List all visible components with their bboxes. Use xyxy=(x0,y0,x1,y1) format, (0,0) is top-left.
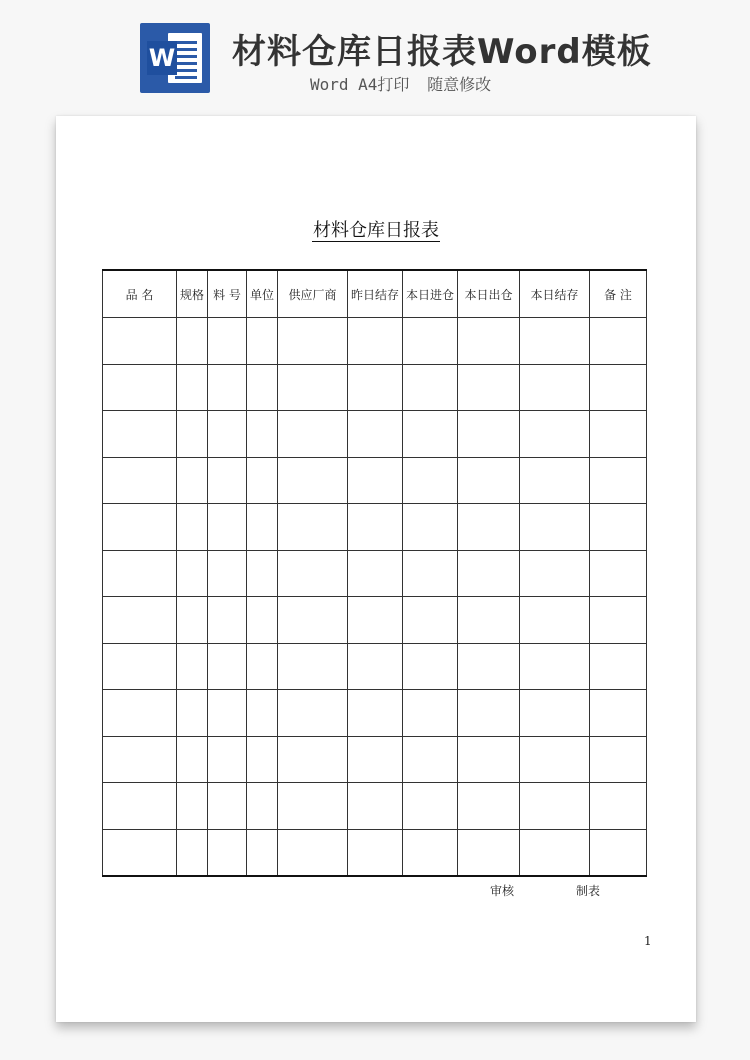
table-cell[interactable] xyxy=(590,690,647,737)
table-cell[interactable] xyxy=(403,504,458,551)
table-cell[interactable] xyxy=(590,457,647,504)
table-cell[interactable] xyxy=(403,783,458,830)
table-cell[interactable] xyxy=(520,829,590,876)
table-cell[interactable] xyxy=(520,550,590,597)
column-header: 本日出仓 xyxy=(458,270,520,318)
table-cell[interactable] xyxy=(177,364,208,411)
table-cell[interactable] xyxy=(247,597,278,644)
table-cell[interactable] xyxy=(208,643,247,690)
table-cell[interactable] xyxy=(208,597,247,644)
table-cell[interactable] xyxy=(590,318,647,365)
table-cell[interactable] xyxy=(103,783,177,830)
page-subtitle xyxy=(310,72,499,95)
word-doc-icon xyxy=(140,23,210,93)
table-row xyxy=(103,597,647,644)
table-cell[interactable] xyxy=(278,736,348,783)
table-cell[interactable] xyxy=(458,550,520,597)
table-cell[interactable] xyxy=(403,643,458,690)
table-cell[interactable] xyxy=(208,504,247,551)
table-cell[interactable] xyxy=(403,736,458,783)
table-cell[interactable] xyxy=(103,504,177,551)
table-cell[interactable] xyxy=(348,504,403,551)
table-cell[interactable] xyxy=(458,504,520,551)
table-cell[interactable] xyxy=(177,736,208,783)
table-cell[interactable] xyxy=(278,829,348,876)
table-cell[interactable] xyxy=(177,597,208,644)
table-cell[interactable] xyxy=(348,829,403,876)
table-cell[interactable] xyxy=(247,783,278,830)
column-header: 料 号 xyxy=(208,270,247,318)
table-cell[interactable] xyxy=(278,783,348,830)
table-cell[interactable] xyxy=(590,829,647,876)
table-cell[interactable] xyxy=(458,783,520,830)
table-cell[interactable] xyxy=(103,597,177,644)
table-cell[interactable] xyxy=(403,364,458,411)
document-title-text: 材料仓库日报表 xyxy=(313,220,439,241)
table-cell[interactable] xyxy=(590,783,647,830)
table-cell[interactable] xyxy=(348,783,403,830)
table-cell[interactable] xyxy=(103,643,177,690)
table-row xyxy=(103,457,647,504)
table-cell[interactable] xyxy=(520,736,590,783)
table-cell[interactable] xyxy=(348,411,403,458)
inventory-table xyxy=(102,269,647,877)
table-cell[interactable] xyxy=(208,318,247,365)
page-number: 1 xyxy=(644,934,652,948)
table-cell[interactable] xyxy=(177,829,208,876)
table-cell[interactable] xyxy=(247,690,278,737)
table-cell[interactable] xyxy=(348,643,403,690)
table-cell[interactable] xyxy=(348,550,403,597)
table-cell[interactable] xyxy=(103,829,177,876)
table-row xyxy=(103,829,647,876)
table-cell[interactable] xyxy=(177,504,208,551)
table-row xyxy=(103,318,647,365)
table-cell[interactable] xyxy=(348,318,403,365)
table-cell[interactable] xyxy=(278,411,348,458)
table-cell[interactable] xyxy=(278,457,348,504)
table-cell[interactable] xyxy=(458,829,520,876)
document-page xyxy=(56,116,696,1022)
table-cell[interactable] xyxy=(403,829,458,876)
table-cell[interactable] xyxy=(177,783,208,830)
table-cell[interactable] xyxy=(208,550,247,597)
table-cell[interactable] xyxy=(348,690,403,737)
table-cell[interactable] xyxy=(247,643,278,690)
table-cell[interactable] xyxy=(348,457,403,504)
table-row xyxy=(103,643,647,690)
table-cell[interactable] xyxy=(403,411,458,458)
table-cell[interactable] xyxy=(247,364,278,411)
table-cell[interactable] xyxy=(348,597,403,644)
table-cell[interactable] xyxy=(208,457,247,504)
table-cell[interactable] xyxy=(278,597,348,644)
table-cell[interactable] xyxy=(103,364,177,411)
subtitle-edit-note: 随意修改 xyxy=(427,75,492,94)
table-cell[interactable] xyxy=(520,364,590,411)
table-cell[interactable] xyxy=(403,550,458,597)
document-title xyxy=(56,216,696,242)
table-cell[interactable] xyxy=(458,457,520,504)
table-row xyxy=(103,783,647,830)
table-cell[interactable] xyxy=(278,364,348,411)
table-cell[interactable] xyxy=(590,550,647,597)
column-header: 本日进仓 xyxy=(403,270,458,318)
table-cell[interactable] xyxy=(458,318,520,365)
table-cell[interactable] xyxy=(403,457,458,504)
table-cell[interactable] xyxy=(208,829,247,876)
table-cell[interactable] xyxy=(403,318,458,365)
table-body xyxy=(103,318,647,877)
table-cell[interactable] xyxy=(247,550,278,597)
table-cell[interactable] xyxy=(403,597,458,644)
table-cell[interactable] xyxy=(590,597,647,644)
table-cell[interactable] xyxy=(208,690,247,737)
column-header: 品 名 xyxy=(103,270,177,318)
table-cell[interactable] xyxy=(520,643,590,690)
table-cell[interactable] xyxy=(458,643,520,690)
table-cell[interactable] xyxy=(103,690,177,737)
table-row xyxy=(103,550,647,597)
table-cell[interactable] xyxy=(520,457,590,504)
table-cell[interactable] xyxy=(208,783,247,830)
table-cell[interactable] xyxy=(520,783,590,830)
table-cell[interactable] xyxy=(177,690,208,737)
table-cell[interactable] xyxy=(520,690,590,737)
table-cell[interactable] xyxy=(590,643,647,690)
column-header: 规格 xyxy=(177,270,208,318)
table-cell[interactable] xyxy=(458,597,520,644)
table-cell[interactable] xyxy=(208,364,247,411)
column-header: 备 注 xyxy=(590,270,647,318)
table-cell[interactable] xyxy=(103,457,177,504)
table-row xyxy=(103,690,647,737)
table-cell[interactable] xyxy=(458,364,520,411)
column-header: 昨日结存 xyxy=(348,270,403,318)
table-row xyxy=(103,504,647,551)
table-cell[interactable] xyxy=(348,364,403,411)
page-title: 材料仓库日报表Word模板 xyxy=(232,32,652,72)
table-row xyxy=(103,364,647,411)
table-cell[interactable] xyxy=(103,411,177,458)
table-cell[interactable] xyxy=(103,550,177,597)
column-header: 单位 xyxy=(247,270,278,318)
table-cell[interactable] xyxy=(247,411,278,458)
table-cell[interactable] xyxy=(278,550,348,597)
page-header xyxy=(0,0,750,110)
table-cell[interactable] xyxy=(247,457,278,504)
table-cell[interactable] xyxy=(520,597,590,644)
table-cell[interactable] xyxy=(177,318,208,365)
prepared-by-label: 制表 xyxy=(576,884,601,898)
table-cell[interactable] xyxy=(403,690,458,737)
table-cell[interactable] xyxy=(520,318,590,365)
table-cell[interactable] xyxy=(208,736,247,783)
word-logo-letter: W xyxy=(147,41,177,75)
table-cell[interactable] xyxy=(278,690,348,737)
table-cell[interactable] xyxy=(278,643,348,690)
table-cell[interactable] xyxy=(458,690,520,737)
column-header: 本日结存 xyxy=(520,270,590,318)
table-cell[interactable] xyxy=(177,457,208,504)
table-cell[interactable] xyxy=(208,411,247,458)
table-cell[interactable] xyxy=(590,504,647,551)
table-row xyxy=(103,736,647,783)
table-cell[interactable] xyxy=(520,504,590,551)
table-cell[interactable] xyxy=(177,550,208,597)
table-cell[interactable] xyxy=(247,829,278,876)
table-header-row xyxy=(103,270,647,318)
table-cell[interactable] xyxy=(278,318,348,365)
table-cell[interactable] xyxy=(348,736,403,783)
review-label: 审核 xyxy=(490,884,515,898)
table-cell[interactable] xyxy=(590,364,647,411)
table-cell[interactable] xyxy=(247,736,278,783)
table-cell[interactable] xyxy=(103,736,177,783)
table-cell[interactable] xyxy=(590,736,647,783)
table-cell[interactable] xyxy=(177,411,208,458)
table-cell[interactable] xyxy=(247,318,278,365)
table-cell[interactable] xyxy=(458,736,520,783)
table-cell[interactable] xyxy=(520,411,590,458)
table-cell[interactable] xyxy=(177,643,208,690)
table-cell[interactable] xyxy=(103,318,177,365)
table-row xyxy=(103,411,647,458)
table-cell[interactable] xyxy=(247,504,278,551)
table-cell[interactable] xyxy=(458,411,520,458)
table-cell[interactable] xyxy=(590,411,647,458)
column-header: 供应厂商 xyxy=(278,270,348,318)
table-cell[interactable] xyxy=(278,504,348,551)
subtitle-print-note: Word A4打印 xyxy=(310,75,410,94)
